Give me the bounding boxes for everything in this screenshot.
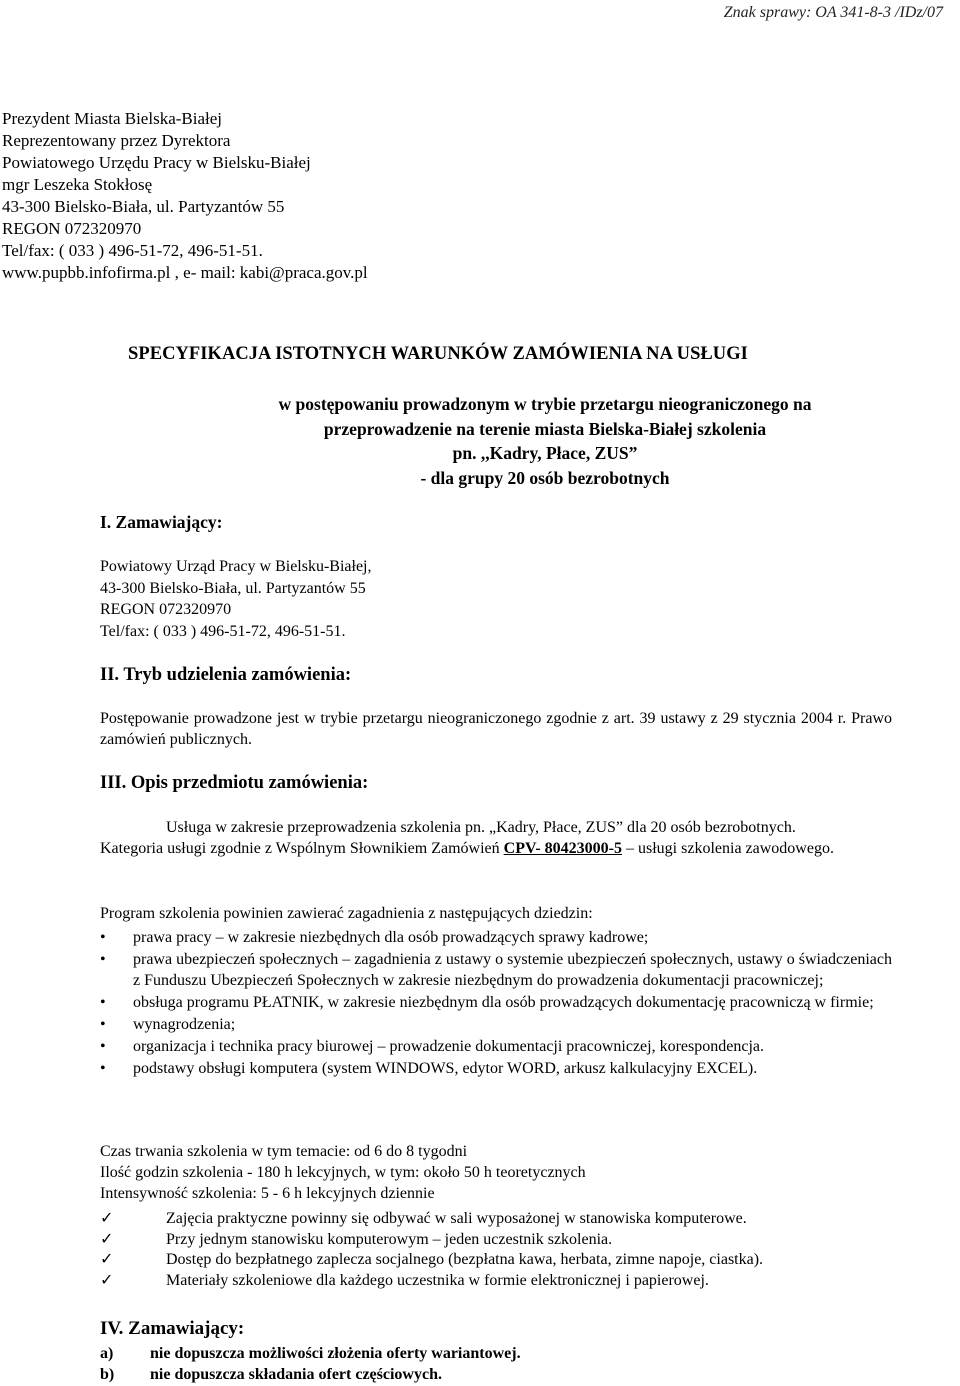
checklist-item: ✓ Materiały szkoleniowe dla każdego uczestnika w formie elektronicznej i papierowej. <box>100 1271 709 1289</box>
info-line: Ilość godzin szkolenia - 180 h lekcyjnych, w tym: około 50 h teoretycznych <box>100 1164 586 1181</box>
info-line: Czas trwania szkolenia w tym temacie: od 6 do 8 tygodni <box>100 1143 468 1160</box>
authority-line: REGON 072320970 <box>100 601 232 618</box>
list-item: • obsługa programu PŁATNIK, w zakresie niezbędnym dla osób prowadzących dokumentację pracowniczą w firmie; <box>100 994 874 1011</box>
bullet-icon: • <box>100 951 106 968</box>
checklist-item: ✓ Dostęp do bezpłatnego zaplecza socjalnego (bezpłatna kawa, herbata, zimne napoje, ciastka). <box>100 1251 764 1268</box>
info-line: Intensywność szkolenia: 5 - 6 h lekcyjnych dziennie <box>100 1185 435 1202</box>
training-info-block <box>100 1141 586 1204</box>
sender-line: Powiatowego Urzędu Pracy w Bielsku-Białej <box>2 153 311 172</box>
sender-line: Prezydent Miasta Bielska-Białej <box>2 109 222 128</box>
sender-line: mgr Leszeka Stokłosę <box>2 175 153 194</box>
checkmark-icon: ✓ <box>100 1271 114 1289</box>
authority-line: 43-300 Bielsko-Biała, ul. Partyzantów 55 <box>100 579 366 597</box>
bullet-icon: • <box>100 929 106 946</box>
section-1-heading: I. Zamawiający: <box>100 512 223 532</box>
sender-line: www.pupbb.infofirma.pl , e- mail: kabi@praca.gov.pl <box>2 263 368 282</box>
sender-line: 43-300 Bielsko-Biała, ul. Partyzantów 55 <box>2 197 285 216</box>
service-description: Usługa w zakresie przeprowadzenia szkolenia pn. „Kadry, Płace, ZUS” dla 20 osób bezrobotnych. <box>166 819 796 836</box>
sender-address-block <box>2 108 368 284</box>
category-text: Kategoria usługi zgodnie z Wspólnym Słownikiem Zamówień <box>100 840 504 857</box>
procedure-paragraph: Postępowanie prowadzone jest w trybie przetargu nieograniczonego zgodnie z art. 39 ustawy z 29 stycznia 2004 r. Prawo zamówień publicznych. <box>100 710 892 748</box>
bullet-icon: • <box>100 994 106 1011</box>
sender-line: REGON 072320970 <box>2 219 142 238</box>
checklist-item: ✓ Zajęcia praktyczne powinny się odbywać w sali wyposażonej w stanowiska komputerowe. <box>100 1210 747 1227</box>
category-suffix: – usługi szkolenia zawodowego. <box>622 840 834 857</box>
subtitle-line: w postępowaniu prowadzonym w trybie przetargu nieograniczonego na <box>278 394 812 414</box>
requirements-checklist <box>100 1208 763 1290</box>
program-topics-list <box>100 927 892 1080</box>
document-subtitle <box>130 392 960 490</box>
contracting-authority-block <box>100 556 372 642</box>
item-letter: a) <box>100 1345 114 1362</box>
case-reference: Znak sprawy: OA 341-8-3 /IDz/07 <box>723 4 943 21</box>
list-item: • prawa ubezpieczeń społecznych – zagadnienia z ustawy o systemie ubezpieczeń społecznych, ustawy o świadczeniach z Funduszu Ubezpieczeń Społecznych w zakresie niezbędnym do prowadzenia dokumentacji pracowniczej; <box>100 951 892 989</box>
section-3-heading: III. Opis przedmiotu zamówienia: <box>100 773 369 793</box>
item-letter: b) <box>100 1366 115 1383</box>
subtitle-line: - dla grupy 20 osób bezrobotnych <box>420 467 670 488</box>
checkmark-icon: ✓ <box>100 1210 114 1227</box>
subtitle-line: przeprowadzenie na terenie miasta Bielska-Białej szkolenia <box>323 418 767 439</box>
authority-conditions-list <box>100 1343 521 1385</box>
list-item: a) nie dopuszcza możliwości złożenia oferty wariantowej. <box>100 1345 521 1362</box>
document-title: SPECYFIKACJA ISTOTNYCH WARUNKÓW ZAMÓWIENIA NA USŁUGI <box>128 344 748 364</box>
checkmark-icon: ✓ <box>100 1230 114 1248</box>
list-item: • wynagrodzenia; <box>100 1016 236 1033</box>
bullet-icon: • <box>100 1038 106 1055</box>
section-4-heading: IV. Zamawiający: <box>100 1318 245 1339</box>
bullet-icon: • <box>100 1016 106 1033</box>
cpv-code: CPV- 80423000-5 <box>503 840 622 857</box>
subtitle-line: pn. ,,Kadry, Płace, ZUS” <box>452 443 638 463</box>
sender-line: Reprezentowany przez Dyrektora <box>2 131 231 150</box>
service-category <box>100 838 892 859</box>
checklist-item: ✓ Przy jednym stanowisku komputerowym – jeden uczestnik szkolenia. <box>100 1230 613 1248</box>
list-item: • prawa pracy – w zakresie niezbędnych dla osób prowadzących sprawy kadrowe; <box>100 929 649 946</box>
bullet-icon: • <box>100 1060 106 1077</box>
sender-line: Tel/fax: ( 033 ) 496-51-72, 496-51-51. <box>2 241 263 260</box>
list-item: b) nie dopuszcza składania ofert częściowych. <box>100 1366 442 1383</box>
program-intro: Program szkolenia powinien zawierać zagadnienia z następujących dziedzin: <box>100 905 593 922</box>
checkmark-icon: ✓ <box>100 1251 114 1268</box>
authority-line: Powiatowy Urząd Pracy w Bielsku-Białej, <box>100 558 372 575</box>
list-item: • organizacja i technika pracy biurowej – prowadzenie dokumentacji pracowniczej, korespondencja. <box>100 1038 764 1055</box>
section-2-heading: II. Tryb udzielenia zamówienia: <box>100 665 352 685</box>
list-item: • podstawy obsługi komputera (system WINDOWS, edytor WORD, arkusz kalkulacyjny EXCEL). <box>100 1060 758 1077</box>
authority-line: Tel/fax: ( 033 ) 496-51-72, 496-51-51. <box>100 622 346 640</box>
